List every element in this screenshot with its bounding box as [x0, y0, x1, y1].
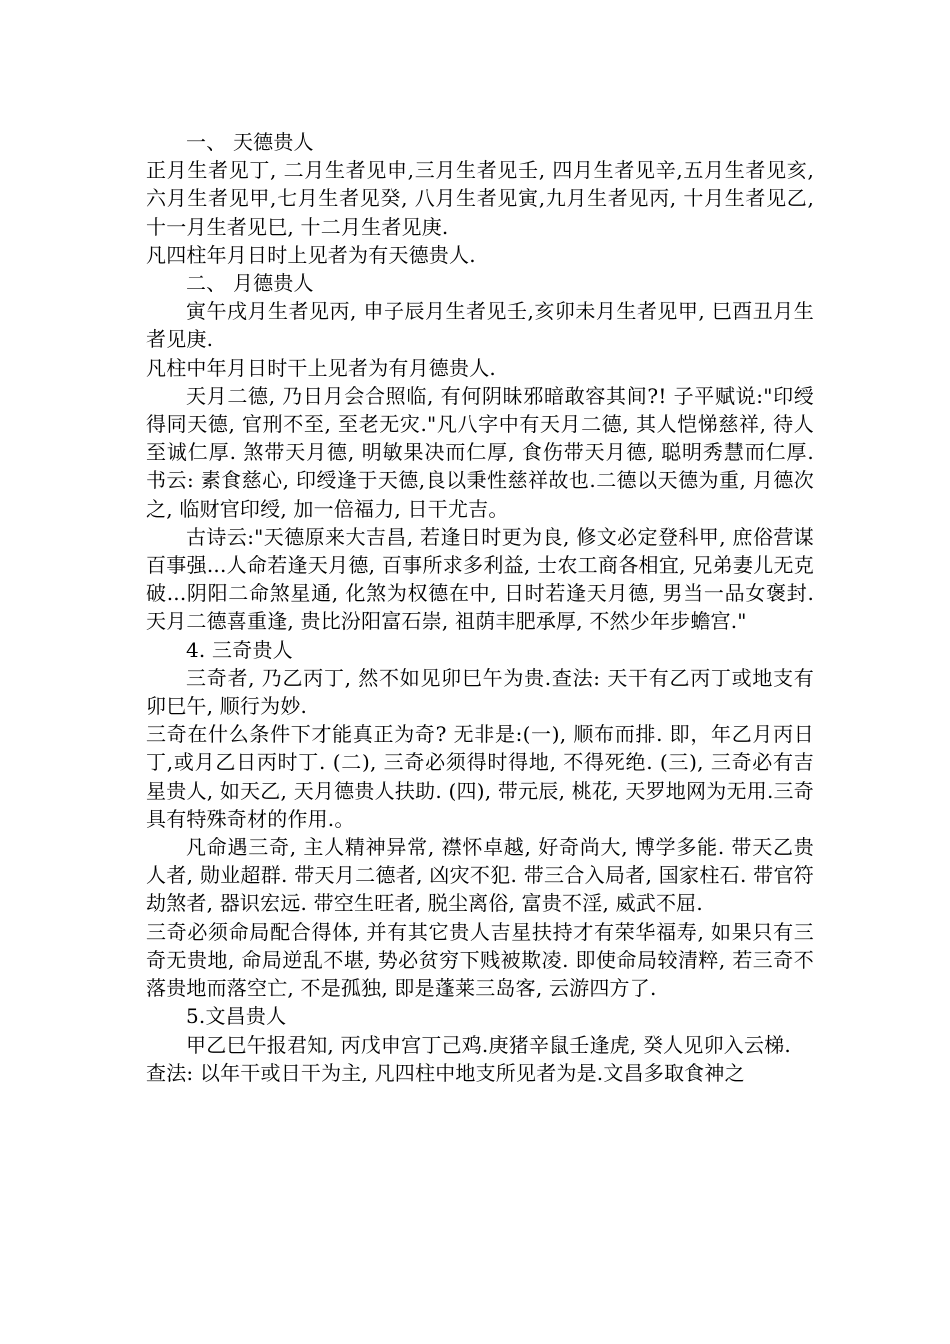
heading-yuede: 二、 月德贵人 [186, 271, 314, 296]
paragraph: 三奇必须命局配合得体, 并有其它贵人吉星扶持才有荣华福寿, 如果只有三奇无贵地, 命局逆乱不堪, 势必贫穷下贱被欺凌. 即使命局较清粹, 若三奇不落贵地而落空亡, 不是孤独, 即是蓬莱三岛客, 云游四方了. [146, 919, 814, 1001]
paragraph: 查法: 以年干或日干为主, 凡四柱中地支所见者为是.文昌多取食神之 [146, 1060, 745, 1085]
paragraph: 凡命遇三奇, 主人精神异常, 襟怀卓越, 好奇尚大, 博学多能. 带天乙贵人者, 勋业超群. 带天月二德者, 凶灾不犯. 带三合入局者, 国家柱石. 带官符劫煞者, 器识宏远. 带空生旺者, 脱尘离俗, 富贵不淫, 威武不屈. [146, 835, 814, 916]
paragraph: 天月二德, 乃日月会合照临, 有何阴昧邪暗敢容其间?! 子平赋说:"印绶得同天德, 官刑不至, 至老无灾."凡八字中有天月二德, 其人恺悌慈祥, 待人至诚仁厚. 煞带天月德, 明敏果决而仁厚, 食伤带天月德, 聪明秀慧而仁厚. 书云: 素食慈心, 印绶逢于天德,良以秉性慈祥故也.二德以天德为重, 月德次之, 临财官印绶, 加一倍福力, 日干尤吉。 [146, 383, 814, 521]
paragraph: 寅午戌月生者见丙, 申子辰月生者见壬,亥卯未月生者见甲, 巳酉丑月生者见庚. [146, 299, 814, 352]
paragraph: 凡柱中年月日时干上见者为有月德贵人. [146, 355, 496, 380]
paragraph: 三奇者, 乃乙丙丁, 然不如见卯巳午为贵.查法: 天干有乙丙丁或地支有卯巳午, 顺行为妙. [146, 665, 814, 719]
heading-wenchang: 5.文昌贵人 [186, 1004, 287, 1029]
paragraph: 甲乙巳午报君知, 丙戊申宫丁己鸡.庚猪辛鼠壬逢虎, 癸人见卯入云梯. [186, 1032, 791, 1057]
heading-sanqi: 4. 三奇贵人 [186, 637, 293, 662]
paragraph: 正月生者见丁, 二月生者见申,三月生者见壬, 四月生者见辛,五月生者见亥, 六月生者见甲,七月生者见癸, 八月生者见寅,九月生者见丙, 十月生者见乙,十一月生者见巳, 十二月生者见庚. [146, 158, 814, 239]
heading-tiande: 一、 天德贵人 [186, 130, 314, 154]
paragraph: 凡四柱年月日时上见者为有天德贵人. [146, 242, 476, 267]
paragraph: 古诗云:"天德原来大吉昌, 若逢日时更为良, 修文必定登科甲, 庶俗营谋百事强...人命若逢天月德, 百事所求多利益, 士农工商各相宜, 兄弟妻儿无克破...阴阳二命煞星通, 化煞为权德在中, 日时若逢天月德, 男当一品女褒封. 天月二德喜重逢, 贵比汾阳富石崇, 祖荫丰肥承厚, 不然少年步蟾宫." [146, 524, 814, 634]
document-page [146, 128, 814, 1087]
paragraph: 三奇在什么条件下才能真正为奇? 无非是:(一), 顺布而排. 即，年乙月丙日丁,或月乙日丙时丁. (二), 三奇必须得时得地, 不得死绝. (三), 三奇必有吉星贵人, 如天乙, 天月德贵人扶助. (四), 带元辰, 桃花, 天罗地网为无用.三奇具有特殊奇材的作用.。 [146, 722, 814, 831]
